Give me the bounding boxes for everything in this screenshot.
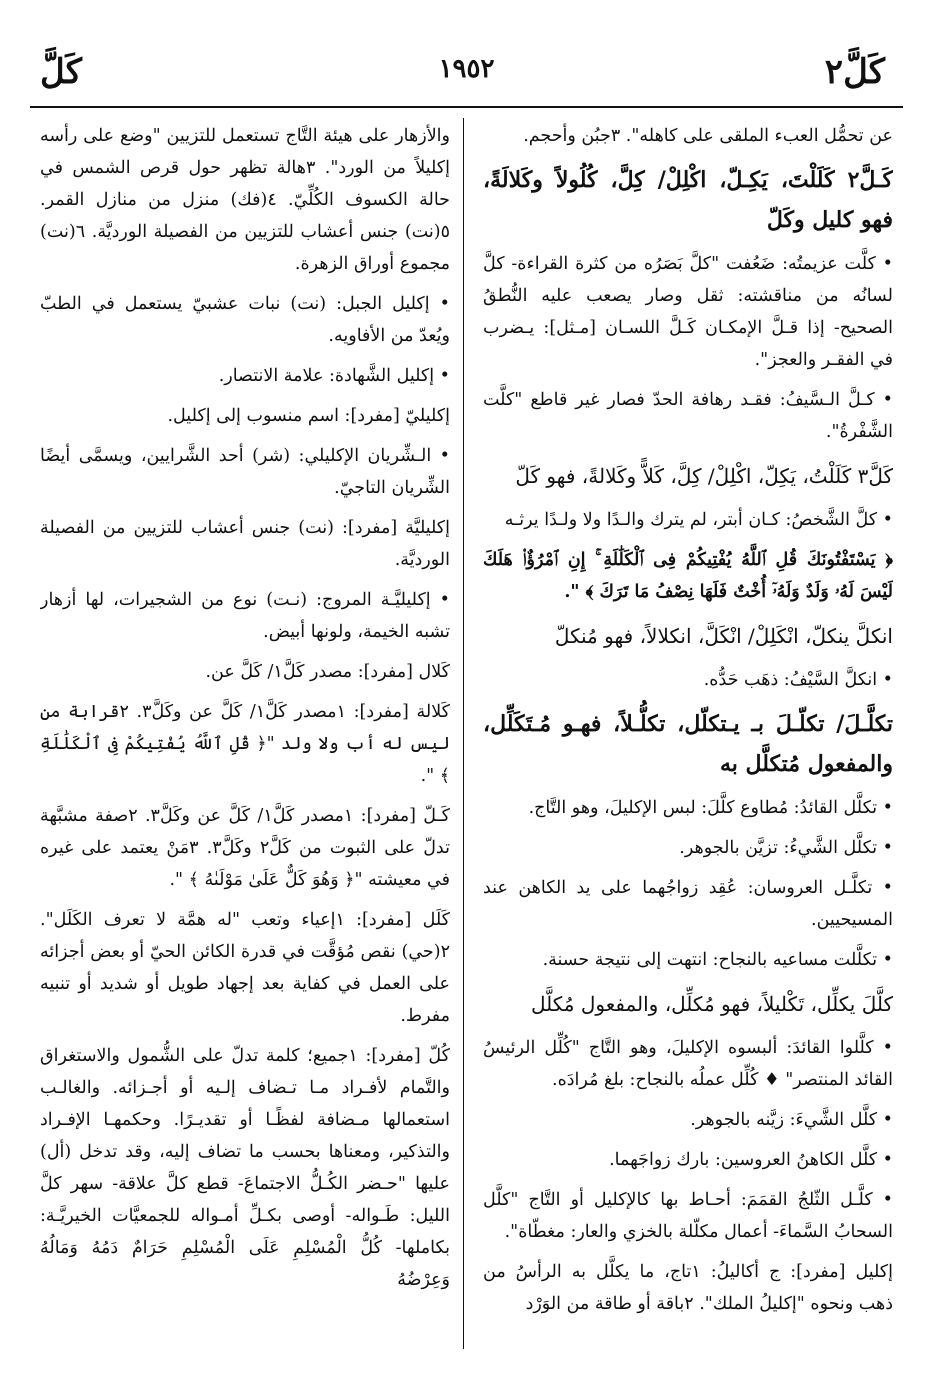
dictionary-entry: • كلَّل الكاهنُ العروسين: بارك زواجَهما.: [609, 1150, 893, 1170]
dictionary-entry: إكليل [مفرد]: ج أكاليلُ: ١تاج، ما يكلَّل به الرأسُ من ذهب ونحوه "إكليلُ الملك". ٢باقة أو طاقة من الوَرْد: [483, 1262, 893, 1314]
dictionary-entry: كَـلَّ٢ كَلَلْتَ، يَكِـلّ، اكْلِلْ/ كِلَّ، كُلُولاً وكَلالَةً، فهو كليل وكَلّ: [483, 167, 893, 233]
dictionary-entry: • الـشِّريان الإكليلي: (شر) أحد الشَّرايين، ويسمَّى أيضًا الشِّريان التاجيّ.: [40, 446, 450, 498]
dictionary-entry: • تكلَّل الشَّيءُ: تزيَّن بالجوهر.: [679, 838, 893, 858]
dictionary-entry: • تكلَّلت مساعيه بالنجاح: انتهت إلى نتيجة حسنة.: [542, 950, 893, 970]
dictionary-entry: كَلَّ٣ كَلَلْتُ، يَكِلّ، اكْلِلْ/ كِلَّ، كَلاًّ وكَلالةً، فهو كَلّ: [515, 464, 893, 488]
page-header: [30, 48, 903, 104]
dictionary-entry: • انكلَّ السَّيْفُ: ذهَب حَدُّه.: [703, 670, 893, 690]
dictionary-entry: كُلّ [مفرد]: ١جميع؛ كلمة تدلّ على الشُّمول والاستغراق والتَّمام لأفـراد مـا تـضاف إلـيه أو أجـزائه. والغالـب استعمالها مـضافة لفظًـا أو تقديـرًا. وحكمهـا الإفـراد والتذكير، ومعناها بحسب ما تضاف إليه، وقد تدخل (أل) عليها "حـضر الكُـلُّ الاجتماعَ- قطع كلَّ علاقة- سهر كلَّ الليل: طَـواله- أوصى بكـلِّ أمـواله للجمعيَّات الخيريَّـة: بكاملها- كُلُّ الْمُسْلِمِ عَلَى الْمُسْلِمِ حَرَامٌ دَمُهُ وَمَالُهُ وَعِرْضُهُ: [40, 1046, 450, 1290]
header-rule: [30, 106, 903, 108]
dictionary-entry: • تكلَّل القائدُ: مُطاوع كلَّلَ: لبس الإكليلَ، وهو التَّاج.: [528, 798, 893, 818]
dictionary-entry: عن تحمُّل العبء الملقى على كاهله". ٣جبُن وأحجم.: [523, 126, 893, 146]
dictionary-entry: • كلَّل الشَّيءَ: زيَّنه بالجوهر.: [690, 1110, 893, 1130]
left-column: [40, 120, 450, 1349]
dictionary-entry: كَـلّ [مفرد]: ١مصدر كَلَّ١/ كَلَّ عن وكَلَّ٣. ٢صفة مشبَّهة تدلّ على الثبوت من كَلَّ٢ وكَلَّ٣. ٣مَنْ يعتمد على غيره في معيشته "﴿ وَهُوَ كَلٌّ عَلَىٰ مَوْلَىٰهُ ﴾ ".: [40, 806, 450, 890]
dictionary-entry: كَلَل [مفرد]: ١إعياء وتعب "له همَّة لا تعرف الكَلَل". ٢(حي) نقص مُؤقَّت في قدرة الكائن الحيّ أو بعض أجزائه على العمل في كفاية بعد إجهاد طويل أو شديد أو تنبيه مفرط.: [40, 910, 450, 1026]
column-divider: [463, 118, 464, 1349]
dictionary-entry: • إكليل الشَّهادة: علامة الانتصار.: [218, 366, 450, 386]
dictionary-entry: إكليليّ [مفرد]: اسم منسوب إلى إكليل.: [167, 406, 450, 426]
dictionary-entry: • تكلَّـل العروسان: عُقِد زواجُهما على يد الكاهن عند المسيحيين.: [483, 878, 893, 930]
right-column: [483, 120, 893, 1349]
dictionary-entry: • كلَّلوا القائدَ: ألبسوه الإكليلَ، وهو التَّاج "كُلِّل الرئيسُ القائد المنتصر" ♦ كُلِّل عملُه بالنجاح: بلغ مُرادَه.: [483, 1038, 893, 1090]
dictionary-entry: • كلَّـل الثّلجُ القمَمَ: أحـاط بها كالإكليل أو التَّاج "كلَّل السحابُ السَّماءَ- أعمال مكلّلة بالخزي والعار: مغطّاة".: [483, 1190, 893, 1242]
dictionary-entry: ﴿ يَسْتَفْتُونَكَ قُلِ ٱللَّهُ يُفْتِيكُمْ فِى ٱلْكَلَٰلَةِ ۚ إِنِ ٱمْرُؤٌا۟ هَلَكَ لَيْسَ لَهُۥ وَلَدٌ وَلَهُۥٓ أُخْتٌ فَلَهَا نِصْفُ مَا تَرَكَ ﴾ ".: [483, 550, 893, 602]
dictionary-entry: والأزهار على هيئة التَّاج تستعمل للتزيين "وضع على رأسه إكليلاً من الورد". ٣هالة تظهر حول قرص الشمس في حالة الكسوف الكُلِّيّ. ٤(فك) منزل من منازل القمر. ٥(نت) جنس أعشاب للتزيين من الفصيلة الورديَّة. ٦(نت) مجموع أوراق الزهرة.: [40, 126, 450, 274]
dictionary-entry: كلَّلَ يكلِّل، تَكْليلاً، فهو مُكلِّل، والمفعول مُكلَّل: [530, 992, 893, 1016]
dictionary-entry: • كلَّت عزيمتُه: ضَعُفت "كلَّ بَصَرُه من كثرة القراءة- كلَّ لسانُه من مناقشته: ثقل وصار يصعب عليه النُّطقُ الصحيح- إذا قـلَّ الإمكـان كَـلَّ اللسـان [مـثل]: يـضرب في الفقـر والعجز".: [483, 254, 893, 370]
dictionary-entry: • كـلَّ الـسَّيفُ: فقـد رهافة الحدّ فصار غير قاطع "كلَّت الشَّفْرةُ".: [483, 390, 893, 442]
dictionary-entry: • كلَّ الشَّخصُ: كـان أبتر، لم يترك والـدًا ولا ولـدًا يرثـه: [504, 510, 893, 530]
dictionary-entry: كَلالة [مفرد]: ١مصدر كَلَّ١/ كَلَّ عن وكَلَّ٣. ٢قرابة من ليس له أب ولا ولد "﴿ قُلِ ٱللَّهُ يُفْتِيكُمْ فِى ٱلْكَلَٰلَةِ ﴾ ".: [40, 702, 450, 786]
page-number: ١٩٥٢: [438, 54, 495, 84]
dictionary-entry: انكلَّ ينكلّ، انْكَلِلْ/ انْكَلَّ، انكلالاً، فهو مُنكلّ: [554, 624, 893, 648]
running-headword-right: كَلَّ٢: [824, 52, 885, 92]
dictionary-entry: • إكليل الجبل: (نت) نبات عشبيّ يستعمل في الطبّ ويُعدّ من الأفاويه.: [40, 294, 450, 346]
dictionary-entry: كَلال [مفرد]: مصدر كَلَّ١/ كَلَّ عن.: [205, 662, 450, 682]
dictionary-entry: تكلَّـلَ/ تكلّـلَ بـ يـتكلّل، تكلُّـلاً، فهـو مُـتَكَلِّل، والمفعول مُتكلَّل به: [483, 711, 893, 777]
dictionary-entry: • إكليليَّـة المروج: (نـت) نوع من الشجيرات، لها أزهار تشبه الخيمة، ولونها أبيض.: [40, 590, 450, 642]
dictionary-entry: إكليليَّة [مفرد]: (نت) جنس أعشاب للتزيين من الفصيلة الورديَّة.: [40, 518, 450, 570]
running-headword-left: كَلَّ: [40, 52, 82, 92]
